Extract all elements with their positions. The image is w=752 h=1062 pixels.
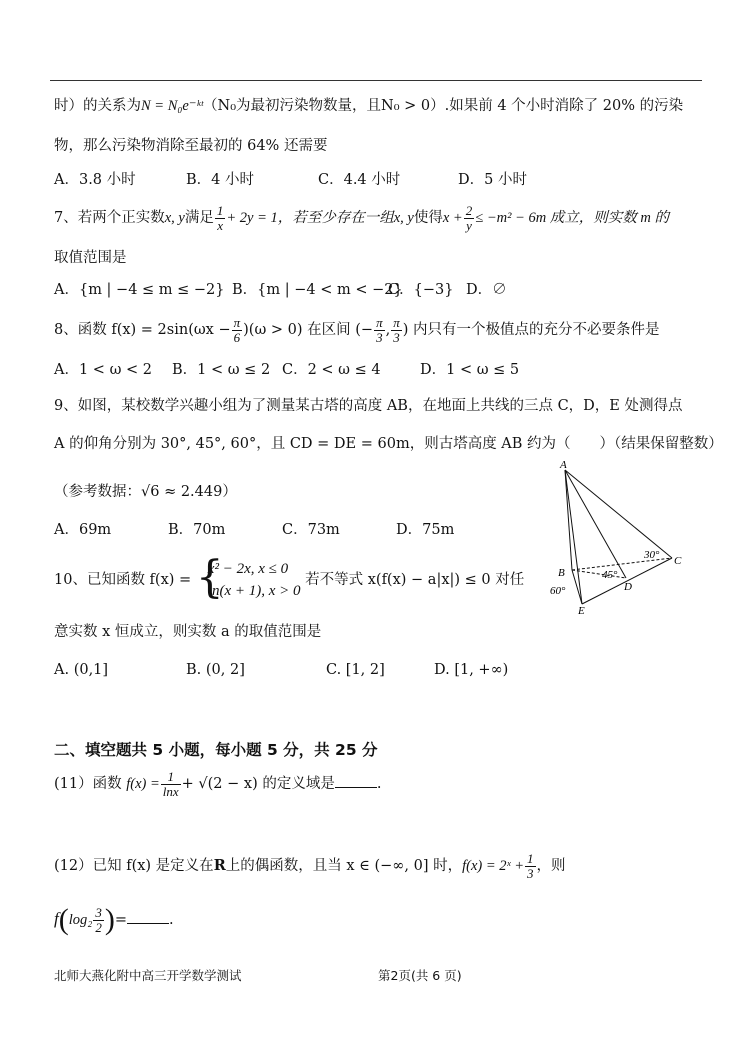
q7-text-b: 满足: [184, 210, 214, 227]
q6-option-a: A．3.8 小时: [54, 172, 136, 188]
q11-rest: + √(2 − x) 的定义域是: [181, 776, 335, 793]
q11-prefix: (11）函数: [54, 776, 122, 793]
q9-line1: 9、如图，某校数学兴趣小组为了测量某古塔的高度 AB，在地面上共线的三点 C，D，E 处测得点: [54, 398, 683, 414]
q11-line: [54, 770, 381, 798]
q10-option-b: B. (0, 2]: [186, 662, 245, 678]
q8-frac2: $\frac{\pi}{3}$: [376, 315, 383, 345]
q7-option-b: B．{m | −4 < m < −2}: [232, 282, 403, 298]
q8-frac3: $\frac{\pi}{3}$: [393, 315, 400, 345]
q10-piecewise: [195, 552, 301, 603]
q10-text-b: 若不等式 x(f(x) − a|x|) ≤ 0 对任: [305, 572, 525, 588]
q6-text-b: （N₀为最初污染物数量，且N₀ > 0）.如果前 4 个小时消除了 20% 的污染: [203, 98, 684, 114]
q9-line2: A 的仰角分别为 30°, 45°, 60°，且 CD = DE = 60m，则古塔高度 AB 约为（ ）（结果保留整数）: [54, 436, 723, 452]
q8-text-b: )(ω > 0) 在区间 (−: [243, 322, 374, 339]
q10-piece1: x² − 2x, x ≤ 0: [207, 561, 289, 577]
q12-f: f: [54, 909, 59, 928]
q8-line1: [54, 316, 659, 344]
q9-option-c: C．73m: [282, 522, 340, 538]
q7-text-a: 7、若两个正实数: [54, 210, 165, 227]
q12-bold-r: R: [213, 857, 226, 875]
q6-formula: N = N₀e⁻ᵏᵗ: [141, 98, 204, 114]
q9-option-a: A．69m: [54, 522, 112, 538]
q10-option-a: A. (0,1]: [54, 662, 109, 678]
q11-answer-blank[interactable]: [335, 773, 377, 788]
brace-glyph: {: [195, 552, 224, 603]
q8-text-a: 8、函数 f(x) = 2sin(ωx −: [54, 322, 231, 339]
angle-e: 60°: [550, 585, 566, 597]
q6-line1: [54, 98, 683, 115]
q7-line1: [54, 204, 669, 232]
q7-text-c: + 2y = 1，若至少存在一组: [226, 210, 394, 227]
label-a: A: [560, 459, 567, 471]
q8-frac1: $\frac{\pi}{6}$: [233, 315, 241, 345]
q12-line2: [54, 902, 174, 938]
q6-option-b: B．4 小时: [186, 172, 254, 188]
footer-page: 第2页(共 6 页): [378, 968, 462, 983]
q7-text-d: 使得: [413, 210, 443, 227]
q8-option-d: D．1 < ω ≤ 5: [420, 362, 520, 378]
label-b: B: [558, 567, 565, 579]
q10-option-d: D. [1, +∞): [434, 662, 509, 678]
q6-text: 时）的关系为: [54, 98, 141, 114]
q11-f: f(x) =: [126, 776, 160, 793]
q12-text-b: 上的偶函数，且当 x ∈ (−∞, 0] 时，: [225, 858, 463, 875]
q10-line1: [54, 552, 525, 603]
q12-text-a: (12）已知 f(x) 是定义在: [54, 858, 214, 875]
q8-option-a: A．1 < ω < 2: [54, 362, 152, 378]
q12-log: log₂: [68, 912, 93, 928]
q12-eq: =: [114, 912, 127, 928]
q7-option-d: D．∅: [466, 282, 507, 298]
q10-text-a: 10、已知函数 f(x) =: [54, 572, 192, 588]
q8-text-c: ,: [385, 322, 391, 339]
line-ae: [565, 470, 582, 604]
q8-option-c: C．2 < ω ≤ 4: [282, 362, 381, 378]
label-c: C: [674, 555, 682, 567]
q9-option-b: B．70m: [168, 522, 226, 538]
q6-option-d: D．5 小时: [458, 172, 527, 188]
q11-end: .: [376, 776, 382, 793]
q12-line1: [54, 852, 566, 880]
line-be: [572, 570, 582, 604]
line-bd: [572, 570, 626, 578]
paren-close: ): [104, 903, 115, 936]
q6-line2: 物，那么污染物消除至最初的 64% 还需要: [54, 138, 328, 154]
q7-frac2: $\frac{2}{y}$: [465, 203, 473, 233]
q10-option-c: C. [1, 2]: [326, 662, 385, 678]
footer-school: 北师大燕化附中高三开学数学测试: [54, 968, 242, 983]
q7-frac1: $\frac{1}{x}$: [216, 203, 224, 233]
q9-line3: （参考数据：√6 ≈ 2.449）: [54, 484, 237, 500]
line-ac: [565, 470, 672, 558]
q8-text-d: ) 内只有一个极值点的充分不必要条件是: [402, 322, 660, 339]
q7-vars2: x, y: [393, 210, 414, 227]
q7-option-c: C．{−3}: [388, 282, 454, 298]
q7-vars1: x, y: [164, 210, 185, 227]
label-e: E: [578, 605, 585, 617]
label-d: D: [624, 581, 632, 593]
q8-option-b: B．1 < ω ≤ 2: [172, 362, 271, 378]
q7-text-f: ≤ −m² − 6m 成立，则实数 m 的: [475, 210, 670, 227]
q7-line2: 取值范围是: [54, 250, 127, 266]
q10-piece2: ln(x + 1), x > 0: [207, 583, 301, 599]
q7-option-a: A．{m | −4 ≤ m ≤ −2}: [54, 282, 225, 298]
tower-figure: [540, 458, 700, 618]
q12-frac2: $\frac{3}{2}$: [95, 904, 102, 935]
q12-end: .: [168, 912, 174, 928]
q11-frac: $\frac{1}{\ln x}$: [162, 769, 179, 799]
line-ad: [565, 470, 626, 578]
q6-option-c: C．4.4 小时: [318, 172, 401, 188]
q9-option-d: D．75m: [396, 522, 455, 538]
header-rule: [50, 80, 702, 81]
q12-text-c: f(x) = 2ˣ +: [462, 858, 525, 875]
q7-text-e: x +: [442, 210, 463, 227]
q12-text-d: ，则: [536, 858, 566, 875]
q10-line2: 意实数 x 恒成立，则实数 a 的取值范围是: [54, 624, 322, 640]
paren-open: (: [58, 903, 69, 936]
q12-frac1: $\frac{1}{3}$: [527, 851, 534, 881]
q12-answer-blank[interactable]: [127, 909, 169, 924]
angle-d: 45°: [602, 569, 618, 581]
section-title: 二、填空题共 5 小题，每小题 5 分，共 25 分: [54, 741, 378, 759]
angle-c: 30°: [644, 549, 660, 561]
